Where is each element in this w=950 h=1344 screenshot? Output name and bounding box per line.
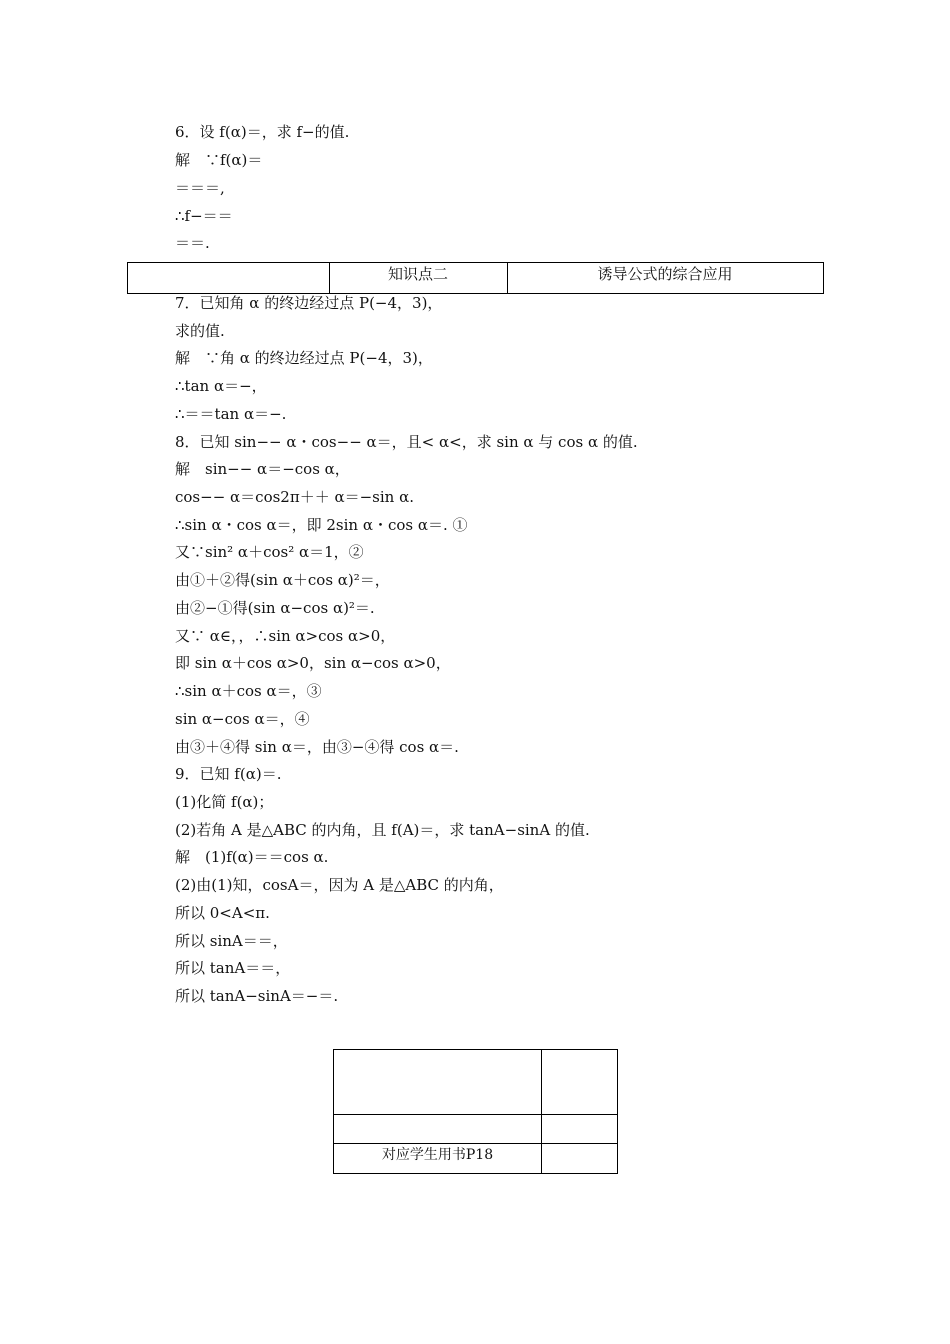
text-line: 8．已知 sin−− α・cos−− α＝，且< α<，求 sin α 与 cos α 的值.: [175, 433, 638, 451]
text-line: 由③＋④得 sin α＝，由③−④得 cos α＝.: [175, 738, 459, 756]
text-line: 由②−①得(sin α−cos α)²＝.: [175, 599, 375, 617]
footer-table: [333, 1049, 618, 1174]
text-line: 又∵ α∈，，∴sin α>cos α>0，: [175, 627, 396, 645]
text-line: 所以 tanA＝＝，: [175, 959, 291, 977]
text-line: ＝＝＝,: [175, 179, 225, 197]
text-line: 6．设 f(α)＝，求 f−的值.: [175, 123, 350, 141]
footer-table-label: 对应学生用书P18: [381, 1147, 494, 1163]
text-line: ∴sin α・cos α＝，即 2sin α・cos α＝. ①: [175, 516, 468, 534]
section-header-blank-cell: [128, 263, 329, 293]
text-line: 所以 0<A<π.: [175, 904, 270, 922]
text-line: 解 ∵角 α 的终边经过点 P(−4，3)，: [175, 349, 433, 367]
text-line: sin α−cos α＝，④: [175, 710, 310, 728]
text-line: cos−− α＝cos2π＋＋ α＝−sin α.: [175, 488, 414, 506]
section-header-label: 知识点二: [387, 265, 448, 283]
text-line: 7．已知角 α 的终边经过点 P(−4，3)，: [175, 294, 443, 312]
text-line: (2)由(1)知，cosA＝，因为 A 是△ABC 的内角，: [175, 876, 504, 894]
section-header-table: [127, 262, 824, 294]
text-line: (2)若角 A 是△ABC 的内角，且 f(A)＝，求 tanA−sinA 的值.: [175, 821, 590, 839]
text-line: 求的值.: [175, 322, 225, 340]
text-line: ∴sin α＋cos α＝，③: [175, 682, 322, 700]
text-line: ∴＝＝tan α＝−.: [175, 405, 287, 423]
text-line: 由①＋②得(sin α＋cos α)²＝，: [175, 571, 390, 589]
text-line: ∴tan α＝−，: [175, 377, 267, 395]
text-line: ＝＝.: [175, 234, 210, 252]
section-header-title: 诱导公式的综合应用: [597, 265, 733, 283]
text-line: 又∵sin² α＋cos² α＝1，②: [175, 543, 364, 561]
text-line: 所以 tanA−sinA＝−＝.: [175, 987, 339, 1005]
text-line: 所以 sinA＝＝，: [175, 932, 288, 950]
text-line: 即 sin α＋cos α>0，sin α−cos α>0，: [175, 654, 451, 672]
text-line: (1)化简 f(α)；: [175, 793, 274, 811]
text-line: 解 ∵f(α)＝: [175, 151, 263, 169]
text-line: 9．已知 f(α)＝.: [175, 765, 282, 783]
text-line: 解 (1)f(α)＝＝cos α.: [175, 848, 329, 866]
text-line: ∴f−＝＝: [175, 207, 233, 225]
text-line: 解 sin−− α＝−cos α，: [175, 460, 350, 478]
